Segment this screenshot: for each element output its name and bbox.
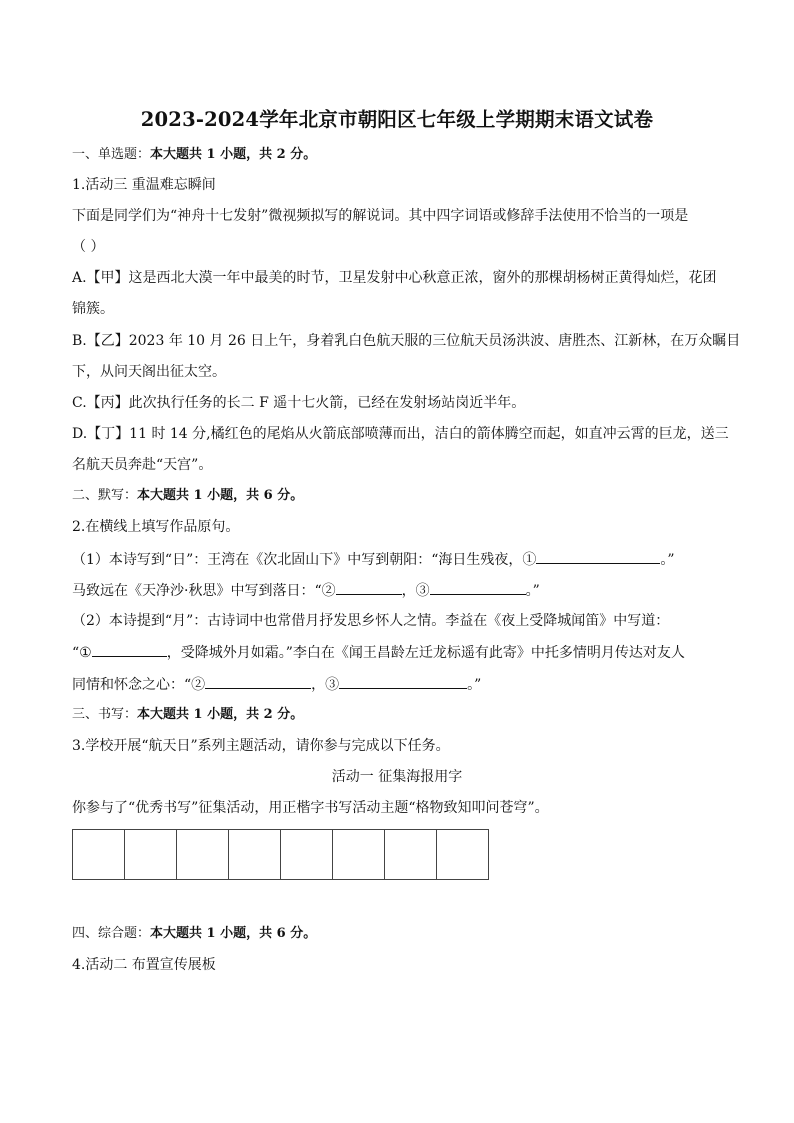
q1-heading: 1.活动三 重温难忘瞬间 [72,177,216,193]
q1-option-a-line2: 锦簇。 [72,301,114,317]
section-3-header [72,705,303,725]
q2-line5-end: 。” [467,677,482,693]
q2-line1-end: 。” [660,552,675,568]
q2-line2-mid: ，③ [401,583,430,599]
writing-cell[interactable] [229,830,281,880]
q2-line5-text: 同情和怀念之心：“② [72,677,206,693]
q1-option-d-line1: D.【丁】11 时 14 分,橘红色的尾焰从火箭底部喷薄而出，洁白的箭体腾空而起，如直冲云霄的巨龙，送三 [72,426,729,442]
q2-line2-text: 马致远在《天净沙·秋思》中写到落日：“② [72,583,336,599]
q2-line4-text: ，受降城外月如霜。”李白在《闻王昌龄左迁龙标遥有此寄》中托多情明月传达对友人 [166,645,685,661]
q1-option-c-line1: C.【丙】此次执行任务的长二 F 遥十七火箭，已经在发射场站岗近半年。 [72,395,526,411]
section-1-header [72,145,316,165]
q2-line5-mid: ，③ [311,677,340,693]
writing-cell[interactable] [281,830,333,880]
writing-cell[interactable] [333,830,385,880]
section-4-header [72,924,316,944]
q2-blank-6[interactable] [339,674,467,689]
q2-line3: （2）本诗提到“月”：古诗词中也常借月抒发思乡怀人之情。李益在《夜上受降城闻笛》中写道： [72,613,670,629]
q2-heading: 2.在横线上填写作品原句。 [72,519,240,535]
section-2-header [72,486,303,506]
q2-line1-text: （1）本诗写到“日”：王湾在《次北固山下》中写到朝阳：“海日生残夜，① [72,552,537,568]
q3-activity-title: 活动一 征集海报用字 [331,769,463,785]
section-1-name: 一、单选题： [72,147,151,162]
q2-blank-2[interactable] [336,580,402,595]
q2-blank-4[interactable] [92,642,167,657]
q1-stem-line2: （ ） [72,239,105,255]
section-4-name: 四、综合题： [72,926,151,941]
q1-option-a-line1: A.【甲】这是西北大漠一年中最美的时节，卫星发射中心秋意正浓，窗外的那棵胡杨树正黄得灿烂，花团 [72,270,717,286]
q2-line5 [72,674,481,695]
section-2-desc: 本大题共 1 小题，共 6 分。 [137,488,304,503]
writing-cell[interactable] [437,830,489,880]
writing-cell[interactable] [385,830,437,880]
q1-stem-line1: 下面是同学们为“神舟十七发射”微视频拟写的解说词。其中四字词语或修辞手法使用不恰当的一项是 [72,208,689,224]
section-3-desc: 本大题共 1 小题，共 2 分。 [137,707,304,722]
q2-line4 [72,642,685,663]
q2-blank-1[interactable] [536,549,660,564]
q2-line2 [72,580,540,601]
q2-line2-end: 。” [525,583,540,599]
section-3-name: 三、书写： [72,707,138,722]
writing-cell[interactable] [73,830,125,880]
q1-option-b-line2: 下，从问天阁出征太空。 [72,364,226,380]
writing-grid [72,829,489,880]
q2-line1 [72,549,675,570]
writing-cell[interactable] [177,830,229,880]
section-1-desc: 本大题共 1 小题，共 2 分。 [150,147,317,162]
q1-option-d-line2: 名航天员奔赴“天宫”。 [72,457,213,473]
q2-line4-start: “① [72,645,92,661]
writing-cell[interactable] [125,830,177,880]
q2-blank-5[interactable] [205,674,311,689]
q2-blank-3[interactable] [430,580,526,595]
page-title: 2023-2024学年北京市朝阳区七年级上学期期末语文试卷 [140,108,654,131]
q3-heading: 3.学校开展“航天日”系列主题活动，请你参与完成以下任务。 [72,738,450,754]
section-2-name: 二、默写： [72,488,138,503]
section-4-desc: 本大题共 1 小题，共 6 分。 [150,926,317,941]
q3-instruction: 你参与了“优秀书写”征集活动，用正楷字书写活动主题“格物致知叩问苍穹”。 [72,800,549,816]
q4-heading: 4.活动二 布置宣传展板 [72,957,216,973]
q1-option-b-line1: B.【乙】2023 年 10 月 26 日上午，身着乳白色航天服的三位航天员汤洪波、唐胜杰、江新林，在万众瞩目 [72,333,741,349]
